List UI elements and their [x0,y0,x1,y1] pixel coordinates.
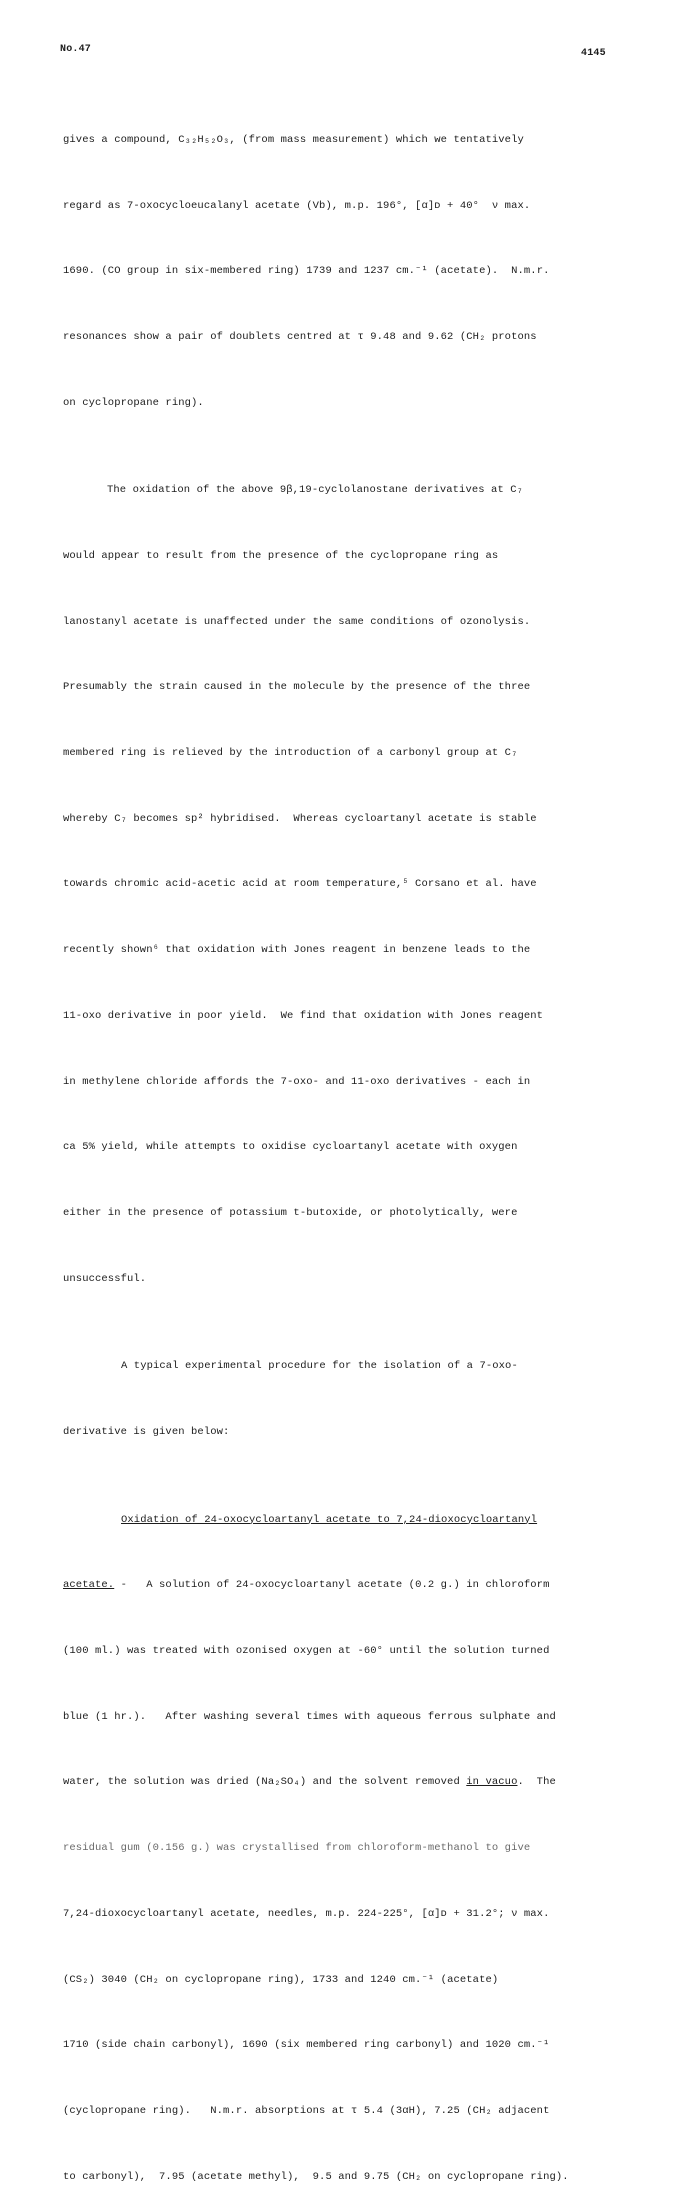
page-number: 4145 [581,48,606,59]
text-run: . The [517,1776,556,1789]
text-line: towards chromic acid-acetic acid at room temperature,⁵ Corsano et al. have [63,878,537,891]
experimental-heading [63,1510,623,1532]
text-line: (CS₂) 3040 (CH₂ on cyclopropane ring), 1733 and 1240 cm.⁻¹ (acetate) [63,1973,499,1986]
text-line: derivative is given below: [63,1425,230,1438]
text-line-faint: residual gum (0.156 g.) was crystallised from chloroform-methanol to give [63,1842,531,1855]
text-line: either in the presence of potassium t-butoxide, or photolytically, were [63,1206,518,1219]
text-line: blue (1 hr.). After washing several times with aqueous ferrous sulphate and [63,1710,556,1723]
text-line: A typical experimental procedure for the isolation of a 7-oxo- [121,1360,518,1373]
text-run: - A solution of 24-oxocycloartanyl acetate (0.2 g.) in chloroform [114,1579,550,1592]
text-line: (100 ml.) was treated with ozonised oxygen at -60° until the solution turned [63,1645,550,1657]
experimental-title-underlined: Oxidation of 24-oxocycloartanyl acetate to 7,24-dioxocycloartanyl [121,1513,538,1526]
text-line: 11-oxo derivative in poor yield. We find that oxidation with Jones reagent [63,1009,544,1022]
text-line: to carbonyl), 7.95 (acetate methyl), 9.5 and 9.75 (CH₂ on cyclopropane ring). [63,2170,569,2183]
text-run: water, the solution was dried (Na₂SO₄) and the solvent removed [63,1776,467,1789]
text-line: gives a compound, C₃₂H₅₂O₃, (from mass measurement) which we tentatively [63,133,524,146]
text-line: Presumably the strain caused in the molecule by the presence of the three [63,681,531,694]
text-line: ca 5% yield, while attempts to oxidise cycloartanyl acetate with oxygen [63,1141,518,1154]
text-line: membered ring is relieved by the introduction of a carbonyl group at C₇ [63,747,518,760]
text-line: 1710 (side chain carbonyl), 1690 (six membered ring carbonyl) and 1020 cm.⁻¹ [63,2039,550,2052]
text-line: (cyclopropane ring). N.m.r. absorptions at τ 5.4 (3αH), 7.25 (CH₂ adjacent [63,2104,550,2117]
in-vacuo-underlined: in vacuo [466,1776,518,1789]
text-line: whereby C₇ becomes sp² hybridised. Whereas cycloartanyl acetate is stable [63,812,537,825]
text-line: 1690. (CO group in six-membered ring) 1739 and 1237 cm.⁻¹ (acetate). N.m.r. [63,265,550,278]
text-line: The oxidation of the above 9β,19-cyclolanostane derivatives at C₇ [107,484,524,497]
text-line: would appear to result from the presence of the cyclopropane ring as [63,549,499,562]
experimental-title-underlined: acetate. [63,1579,115,1592]
page-body [63,86,623,2210]
text-line: on cyclopropane ring). [63,396,204,409]
text-line: unsuccessful. [63,1272,147,1285]
text-line: regard as 7-oxocycloeucalanyl acetate (Vb), m.p. 196°, [α]ᴅ + 40° ν max. [63,199,531,212]
text-line [63,1575,623,1597]
text-line: lanostanyl acetate is unaffected under the same conditions of ozonolysis. [63,615,531,628]
text-line: recently shown⁶ that oxidation with Jones reagent in benzene leads to the [63,944,531,957]
text-line: resonances show a pair of doublets centred at τ 9.48 and 9.62 (CH₂ protons [63,330,537,343]
text-line [63,1772,623,1794]
journal-issue-number: No.47 [60,44,92,55]
text-line: 7,24-dioxocycloartanyl acetate, needles, m.p. 224-225°, [α]ᴅ + 31.2°; ν max. [63,1907,550,1920]
text-line: in methylene chloride affords the 7-oxo- and 11-oxo derivatives - each in [63,1075,531,1088]
